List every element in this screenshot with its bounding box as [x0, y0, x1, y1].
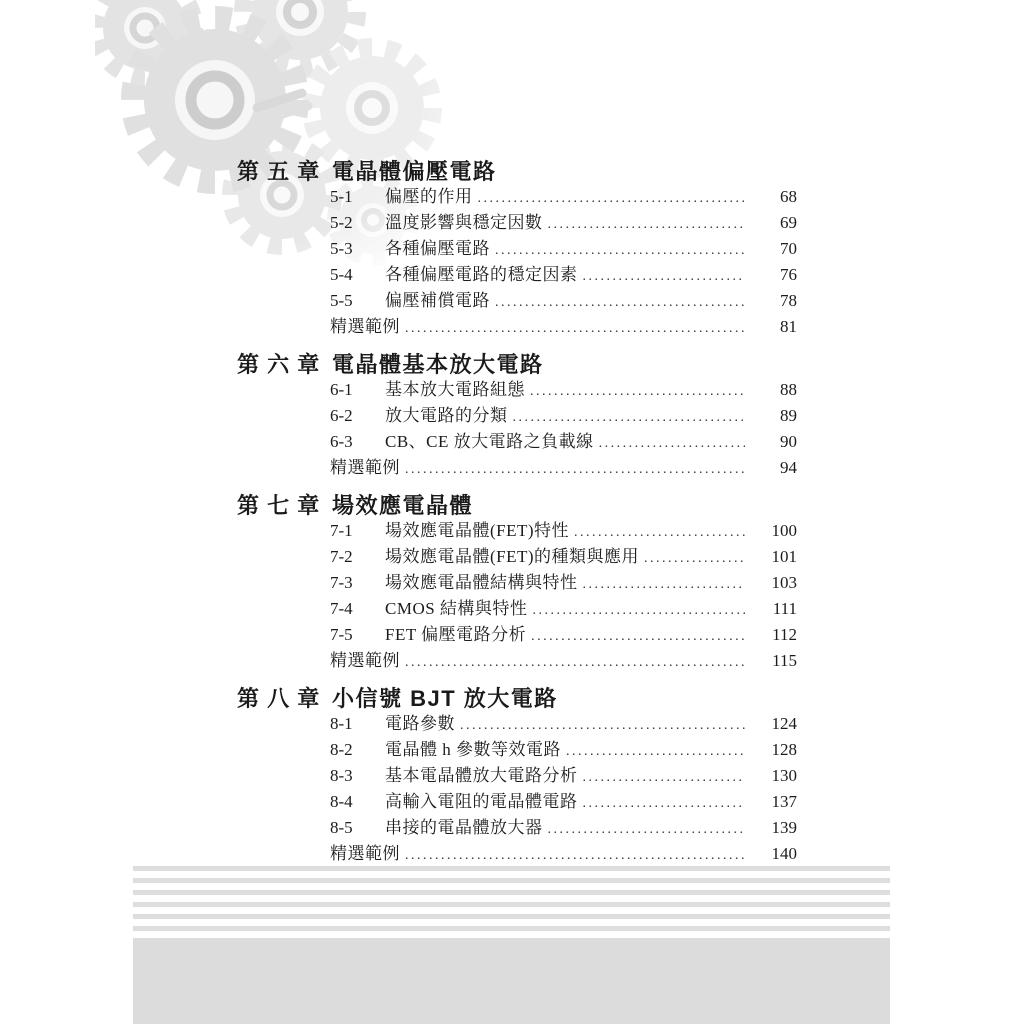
entry-title: 精選範例 — [330, 317, 400, 336]
chapter-entries — [330, 518, 797, 674]
entry-page-number: 101 — [771, 547, 797, 566]
chapter-heading — [237, 160, 797, 184]
entry-page-number: 128 — [771, 740, 797, 759]
entry-title: 放大電路的分類 — [385, 406, 508, 425]
toc-entry — [330, 288, 797, 314]
entry-page-number: 130 — [771, 766, 797, 785]
dot-leader — [583, 262, 746, 290]
entry-title: 基本電晶體放大電路分析 — [385, 766, 578, 785]
toc-entry — [330, 648, 797, 674]
entry-number: 5-2 — [330, 213, 353, 232]
entry-number: 8-1 — [330, 714, 353, 733]
entry-title: 溫度影響與穩定因數 — [385, 213, 543, 232]
toc-entry — [330, 210, 797, 236]
entry-title: 偏壓補償電路 — [385, 291, 490, 310]
entry-title: 高輸入電阻的電晶體電路 — [385, 792, 578, 811]
footer-stripe — [133, 902, 890, 907]
dot-leader — [405, 314, 745, 342]
entry-number: 8-4 — [330, 792, 353, 811]
entry-page-number: 88 — [780, 380, 797, 399]
toc-entry — [330, 429, 797, 455]
entry-page-number: 78 — [780, 291, 797, 310]
dot-leader — [405, 455, 745, 483]
dot-leader — [548, 210, 746, 238]
toc-entry — [330, 570, 797, 596]
entry-number: 7-3 — [330, 573, 353, 592]
entry-number: 5-3 — [330, 239, 353, 258]
toc-entry — [330, 377, 797, 403]
dot-leader — [513, 403, 746, 431]
dot-leader — [495, 236, 745, 264]
toc-entry — [330, 262, 797, 288]
toc-entry — [330, 841, 797, 867]
entry-title: 場效應電晶體結構與特性 — [385, 573, 578, 592]
toc-entry — [330, 518, 797, 544]
entry-page-number: 139 — [771, 818, 797, 837]
entry-title: 串接的電晶體放大器 — [385, 818, 543, 837]
dot-leader — [599, 429, 745, 457]
entry-page-number: 124 — [771, 714, 797, 733]
entry-title: 精選範例 — [330, 651, 400, 670]
entry-page-number: 89 — [780, 406, 797, 425]
entry-number: 5-4 — [330, 265, 353, 284]
dot-leader — [495, 288, 745, 316]
entry-title: 偏壓的作用 — [385, 187, 473, 206]
entry-number: 6-2 — [330, 406, 353, 425]
entry-page-number: 69 — [780, 213, 797, 232]
toc-entry — [330, 789, 797, 815]
toc-chapter — [237, 353, 797, 481]
entry-number: 5-5 — [330, 291, 353, 310]
entry-page-number: 115 — [772, 651, 797, 670]
entry-page-number: 100 — [771, 521, 797, 540]
chapter-entries — [330, 377, 797, 481]
entry-title: 精選範例 — [330, 458, 400, 477]
toc-entry — [330, 455, 797, 481]
entry-title: 基本放大電路組態 — [385, 380, 525, 399]
table-of-contents — [237, 160, 797, 880]
chapter-entries — [330, 184, 797, 340]
chapter-title: 小信號 BJT 放大電路 — [332, 686, 558, 711]
entry-title: 電晶體 h 參數等效電路 — [385, 740, 561, 759]
entry-page-number: 103 — [771, 573, 797, 592]
footer-stripe — [133, 890, 890, 895]
entry-page-number: 94 — [780, 458, 797, 477]
dot-leader — [405, 648, 745, 676]
entry-number: 6-1 — [330, 380, 353, 399]
entry-title: 精選範例 — [330, 844, 400, 863]
toc-entry — [330, 737, 797, 763]
entry-title: 各種偏壓電路的穩定因素 — [385, 265, 578, 284]
chapter-title: 電晶體偏壓電路 — [332, 159, 497, 184]
chapter-heading — [237, 687, 797, 711]
entry-number: 6-3 — [330, 432, 353, 451]
entry-page-number: 76 — [780, 265, 797, 284]
entry-title: 場效應電晶體(FET)特性 — [385, 521, 570, 540]
entry-title: 電路參數 — [385, 714, 455, 733]
entry-title: CMOS 結構與特性 — [385, 599, 528, 618]
chapter-title: 電晶體基本放大電路 — [332, 352, 544, 377]
chapter-heading — [237, 494, 797, 518]
dot-leader — [532, 596, 745, 624]
entry-page-number: 112 — [772, 625, 797, 644]
footer-stripe — [133, 878, 890, 883]
chapter-number: 第 八 章 — [237, 686, 321, 711]
entry-page-number: 90 — [780, 432, 797, 451]
toc-chapter — [237, 687, 797, 867]
chapter-number: 第 六 章 — [237, 352, 321, 377]
entry-page-number: 70 — [780, 239, 797, 258]
toc-entry — [330, 596, 797, 622]
chapter-title: 場效應電晶體 — [332, 493, 474, 518]
toc-entry — [330, 403, 797, 429]
dot-leader — [583, 763, 746, 791]
entry-number: 5-1 — [330, 187, 353, 206]
toc-entry — [330, 236, 797, 262]
entry-number: 7-5 — [330, 625, 353, 644]
footer-stripe — [133, 866, 890, 871]
dot-leader — [574, 518, 745, 546]
dot-leader — [548, 815, 746, 843]
toc-entry — [330, 815, 797, 841]
entry-title: 場效應電晶體(FET)的種類與應用 — [385, 547, 640, 566]
chapter-heading — [237, 353, 797, 377]
toc-entry — [330, 763, 797, 789]
entry-number: 7-2 — [330, 547, 353, 566]
chapter-number: 第 七 章 — [237, 493, 321, 518]
entry-page-number: 81 — [780, 317, 797, 336]
dot-leader — [478, 184, 746, 212]
footer-block — [133, 938, 890, 1024]
toc-entry — [330, 314, 797, 340]
chapter-number: 第 五 章 — [237, 159, 321, 184]
entry-title: CB、CE 放大電路之負載線 — [385, 432, 594, 451]
entry-title: 各種偏壓電路 — [385, 239, 490, 258]
footer-stripe — [133, 914, 890, 919]
dot-leader — [644, 544, 745, 572]
dot-leader — [405, 841, 745, 869]
dot-leader — [566, 737, 745, 765]
entry-number: 8-3 — [330, 766, 353, 785]
dot-leader — [531, 622, 745, 650]
footer-decoration — [133, 866, 890, 1024]
toc-entry — [330, 544, 797, 570]
dot-leader — [530, 377, 745, 405]
dot-leader — [460, 711, 745, 739]
dot-leader — [583, 789, 746, 817]
chapter-entries — [330, 711, 797, 867]
toc-entry — [330, 711, 797, 737]
entry-page-number: 111 — [772, 599, 797, 618]
entry-page-number: 137 — [771, 792, 797, 811]
entry-number: 8-2 — [330, 740, 353, 759]
entry-page-number: 68 — [780, 187, 797, 206]
entry-number: 8-5 — [330, 818, 353, 837]
entry-number: 7-4 — [330, 599, 353, 618]
toc-entry — [330, 622, 797, 648]
toc-entry — [330, 184, 797, 210]
footer-stripe — [133, 926, 890, 931]
entry-page-number: 140 — [771, 844, 797, 863]
entry-number: 7-1 — [330, 521, 353, 540]
entry-title: FET 偏壓電路分析 — [385, 625, 527, 644]
dot-leader — [583, 570, 746, 598]
toc-chapter — [237, 160, 797, 340]
toc-chapter — [237, 494, 797, 674]
